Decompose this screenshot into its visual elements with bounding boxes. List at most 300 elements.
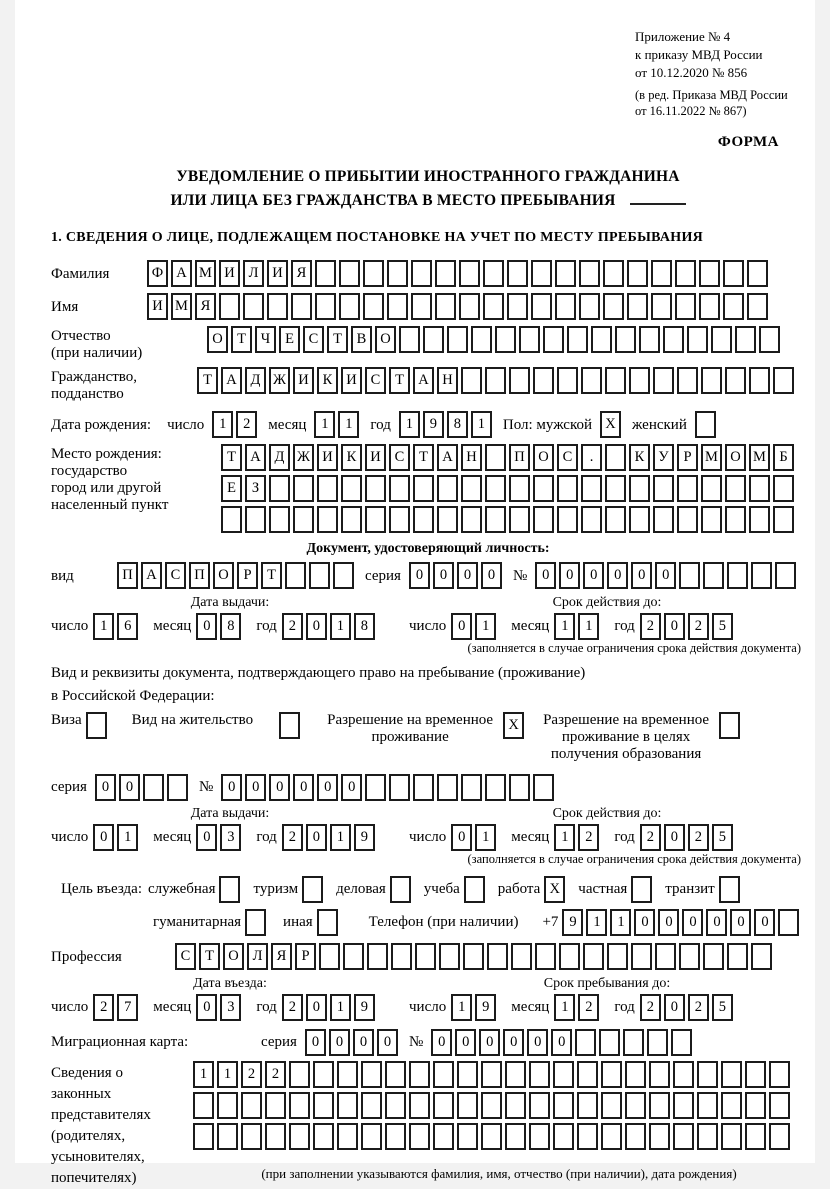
char-cell[interactable] [483,293,504,320]
char-cell[interactable]: 2 [640,994,661,1021]
char-cell[interactable] [423,326,444,353]
char-cell[interactable] [703,562,724,589]
char-cell[interactable] [293,475,314,502]
char-cell[interactable]: 2 [688,824,709,851]
char-cell[interactable] [701,367,722,394]
char-cell[interactable]: Е [221,475,242,502]
char-cell[interactable]: 0 [196,994,217,1021]
char-cell[interactable] [583,943,604,970]
char-cell[interactable] [769,1061,790,1088]
char-cell[interactable]: 2 [282,613,303,640]
char-cell[interactable] [269,475,290,502]
char-cell[interactable] [677,475,698,502]
char-cell[interactable] [193,1092,214,1119]
char-cell[interactable] [315,260,336,287]
char-cell[interactable] [601,1123,622,1150]
char-cell[interactable]: М [701,444,722,471]
char-cell[interactable]: 5 [712,613,733,640]
char-cell[interactable] [285,562,306,589]
char-cell[interactable] [735,326,756,353]
char-cell[interactable] [533,367,554,394]
char-cell[interactable] [167,774,188,801]
char-cell[interactable] [723,293,744,320]
char-cell[interactable] [607,943,628,970]
char-cell[interactable]: Т [197,367,218,394]
char-cell[interactable]: 0 [503,1029,524,1056]
char-cell[interactable] [557,367,578,394]
char-cell[interactable] [361,1092,382,1119]
char-cell[interactable]: 0 [377,1029,398,1056]
char-cell[interactable] [677,506,698,533]
char-cell[interactable]: 1 [578,613,599,640]
char-cell[interactable] [243,293,264,320]
char-cell[interactable]: 0 [730,909,751,936]
char-cell[interactable]: А [413,367,434,394]
char-cell[interactable]: 0 [658,909,679,936]
char-cell[interactable] [471,326,492,353]
char-cell[interactable] [433,1061,454,1088]
char-cell[interactable] [699,293,720,320]
char-cell[interactable] [605,444,626,471]
char-cell[interactable] [409,1123,430,1150]
char-cell[interactable] [533,774,554,801]
char-cell[interactable] [409,1092,430,1119]
char-cell[interactable] [361,1123,382,1150]
char-cell[interactable] [485,367,506,394]
char-cell[interactable]: П [189,562,210,589]
char-cell[interactable] [461,367,482,394]
char-cell[interactable] [711,326,732,353]
char-cell[interactable] [399,326,420,353]
char-cell[interactable]: 0 [196,613,217,640]
char-cell[interactable] [577,1061,598,1088]
char-cell[interactable]: 2 [578,994,599,1021]
char-cell[interactable]: Л [243,260,264,287]
char-cell[interactable] [337,1123,358,1150]
char-cell[interactable]: 1 [554,994,575,1021]
char-cell[interactable] [241,1092,262,1119]
char-cell[interactable]: 1 [193,1061,214,1088]
char-cell[interactable] [725,506,746,533]
char-cell[interactable]: С [365,367,386,394]
char-cell[interactable]: В [351,326,372,353]
char-cell[interactable]: Т [261,562,282,589]
char-cell[interactable] [747,293,768,320]
char-cell[interactable]: 0 [431,1029,452,1056]
char-cell[interactable] [267,293,288,320]
char-cell[interactable]: А [437,444,458,471]
char-cell[interactable] [433,1092,454,1119]
char-cell[interactable] [317,475,338,502]
char-cell[interactable] [649,1123,670,1150]
char-cell[interactable]: 1 [93,613,114,640]
char-cell[interactable]: 0 [527,1029,548,1056]
char-cell[interactable] [241,1123,262,1150]
char-cell[interactable] [749,506,770,533]
char-cell[interactable]: X [600,411,621,438]
char-cell[interactable]: Ж [293,444,314,471]
char-cell[interactable]: Б [773,444,794,471]
char-cell[interactable]: Ч [255,326,276,353]
char-cell[interactable] [457,1061,478,1088]
char-cell[interactable]: Н [461,444,482,471]
char-cell[interactable] [459,260,480,287]
char-cell[interactable] [579,293,600,320]
char-cell[interactable] [319,943,340,970]
char-cell[interactable]: 2 [640,824,661,851]
char-cell[interactable]: 3 [220,824,241,851]
char-cell[interactable] [413,506,434,533]
char-cell[interactable] [219,293,240,320]
char-cell[interactable] [313,1061,334,1088]
char-cell[interactable]: С [175,943,196,970]
char-cell[interactable]: 1 [330,994,351,1021]
char-cell[interactable] [567,326,588,353]
char-cell[interactable]: Ж [269,367,290,394]
char-cell[interactable] [747,260,768,287]
char-cell[interactable] [581,367,602,394]
char-cell[interactable] [695,411,716,438]
char-cell[interactable]: 0 [451,613,472,640]
char-cell[interactable]: И [147,293,168,320]
char-cell[interactable] [269,506,290,533]
char-cell[interactable]: У [653,444,674,471]
char-cell[interactable] [485,774,506,801]
char-cell[interactable]: 9 [562,909,583,936]
char-cell[interactable]: 2 [282,994,303,1021]
char-cell[interactable] [553,1061,574,1088]
char-cell[interactable]: 1 [475,824,496,851]
char-cell[interactable]: 5 [712,824,733,851]
char-cell[interactable] [605,367,626,394]
char-cell[interactable] [435,293,456,320]
char-cell[interactable]: 0 [664,994,685,1021]
char-cell[interactable] [629,475,650,502]
char-cell[interactable]: О [725,444,746,471]
char-cell[interactable] [697,1123,718,1150]
char-cell[interactable] [725,367,746,394]
char-cell[interactable]: П [509,444,530,471]
char-cell[interactable]: 1 [451,994,472,1021]
char-cell[interactable]: А [245,444,266,471]
char-cell[interactable]: П [117,562,138,589]
char-cell[interactable] [409,1061,430,1088]
char-cell[interactable]: Я [195,293,216,320]
char-cell[interactable] [557,475,578,502]
char-cell[interactable]: 8 [354,613,375,640]
char-cell[interactable]: Т [389,367,410,394]
char-cell[interactable]: О [207,326,228,353]
char-cell[interactable]: 3 [220,994,241,1021]
char-cell[interactable] [653,475,674,502]
char-cell[interactable] [601,1092,622,1119]
char-cell[interactable] [623,1029,644,1056]
char-cell[interactable] [461,774,482,801]
char-cell[interactable] [727,562,748,589]
char-cell[interactable] [727,943,748,970]
char-cell[interactable] [245,909,266,936]
char-cell[interactable] [721,1061,742,1088]
char-cell[interactable] [509,475,530,502]
char-cell[interactable] [653,367,674,394]
char-cell[interactable]: 9 [475,994,496,1021]
char-cell[interactable]: 1 [314,411,335,438]
char-cell[interactable]: Я [291,260,312,287]
char-cell[interactable] [749,367,770,394]
char-cell[interactable] [437,774,458,801]
char-cell[interactable] [535,943,556,970]
char-cell[interactable] [745,1092,766,1119]
char-cell[interactable] [337,1061,358,1088]
char-cell[interactable] [363,293,384,320]
char-cell[interactable] [615,326,636,353]
char-cell[interactable]: О [375,326,396,353]
char-cell[interactable] [391,943,412,970]
char-cell[interactable]: 2 [241,1061,262,1088]
char-cell[interactable] [339,293,360,320]
char-cell[interactable] [679,562,700,589]
char-cell[interactable] [701,475,722,502]
char-cell[interactable] [577,1123,598,1150]
char-cell[interactable]: 0 [409,562,430,589]
char-cell[interactable]: Е [279,326,300,353]
char-cell[interactable] [289,1092,310,1119]
char-cell[interactable] [341,475,362,502]
char-cell[interactable] [293,506,314,533]
char-cell[interactable] [773,367,794,394]
char-cell[interactable] [193,1123,214,1150]
char-cell[interactable]: X [544,876,565,903]
char-cell[interactable] [751,943,772,970]
char-cell[interactable]: 1 [475,613,496,640]
char-cell[interactable]: 0 [451,824,472,851]
char-cell[interactable] [629,367,650,394]
char-cell[interactable] [385,1123,406,1150]
char-cell[interactable] [317,506,338,533]
char-cell[interactable] [464,876,485,903]
char-cell[interactable]: 2 [578,824,599,851]
char-cell[interactable] [302,876,323,903]
char-cell[interactable] [219,876,240,903]
char-cell[interactable] [481,1061,502,1088]
char-cell[interactable] [143,774,164,801]
char-cell[interactable] [289,1123,310,1150]
char-cell[interactable]: С [165,562,186,589]
char-cell[interactable] [553,1123,574,1150]
char-cell[interactable]: 1 [338,411,359,438]
char-cell[interactable] [603,260,624,287]
char-cell[interactable]: 0 [433,562,454,589]
char-cell[interactable] [625,1092,646,1119]
char-cell[interactable]: А [221,367,242,394]
char-cell[interactable] [555,260,576,287]
char-cell[interactable] [701,506,722,533]
char-cell[interactable] [289,1061,310,1088]
char-cell[interactable]: 0 [221,774,242,801]
char-cell[interactable]: Т [231,326,252,353]
char-cell[interactable] [555,293,576,320]
char-cell[interactable] [365,506,386,533]
char-cell[interactable] [365,774,386,801]
char-cell[interactable] [413,475,434,502]
char-cell[interactable]: И [365,444,386,471]
char-cell[interactable]: О [223,943,244,970]
char-cell[interactable]: 0 [479,1029,500,1056]
char-cell[interactable] [387,293,408,320]
char-cell[interactable]: 7 [117,994,138,1021]
char-cell[interactable] [605,475,626,502]
char-cell[interactable]: 0 [306,824,327,851]
char-cell[interactable]: 0 [93,824,114,851]
char-cell[interactable] [367,943,388,970]
char-cell[interactable] [719,876,740,903]
char-cell[interactable] [437,506,458,533]
char-cell[interactable] [317,909,338,936]
char-cell[interactable] [433,1123,454,1150]
char-cell[interactable]: Р [237,562,258,589]
char-cell[interactable]: 0 [353,1029,374,1056]
char-cell[interactable] [487,943,508,970]
char-cell[interactable]: 1 [212,411,233,438]
char-cell[interactable]: М [195,260,216,287]
char-cell[interactable]: К [629,444,650,471]
char-cell[interactable] [485,475,506,502]
char-cell[interactable]: 0 [655,562,676,589]
char-cell[interactable] [313,1092,334,1119]
char-cell[interactable] [439,943,460,970]
char-cell[interactable] [217,1092,238,1119]
char-cell[interactable]: И [219,260,240,287]
char-cell[interactable] [723,260,744,287]
char-cell[interactable] [749,475,770,502]
char-cell[interactable] [509,774,530,801]
char-cell[interactable] [673,1061,694,1088]
char-cell[interactable]: М [171,293,192,320]
char-cell[interactable] [675,293,696,320]
char-cell[interactable] [557,506,578,533]
char-cell[interactable] [339,260,360,287]
char-cell[interactable] [751,562,772,589]
char-cell[interactable]: 1 [117,824,138,851]
char-cell[interactable] [679,943,700,970]
char-cell[interactable]: 0 [664,824,685,851]
char-cell[interactable]: 8 [220,613,241,640]
char-cell[interactable] [677,367,698,394]
char-cell[interactable] [639,326,660,353]
char-cell[interactable] [778,909,799,936]
char-cell[interactable] [481,1092,502,1119]
char-cell[interactable]: 8 [447,411,468,438]
char-cell[interactable] [361,1061,382,1088]
char-cell[interactable] [531,260,552,287]
char-cell[interactable] [651,260,672,287]
char-cell[interactable] [411,293,432,320]
char-cell[interactable]: 1 [554,824,575,851]
char-cell[interactable] [385,1061,406,1088]
char-cell[interactable] [461,506,482,533]
char-cell[interactable] [389,774,410,801]
char-cell[interactable] [265,1123,286,1150]
char-cell[interactable]: 0 [293,774,314,801]
char-cell[interactable]: 1 [610,909,631,936]
char-cell[interactable] [649,1061,670,1088]
char-cell[interactable] [531,293,552,320]
char-cell[interactable] [629,506,650,533]
char-cell[interactable]: 0 [583,562,604,589]
char-cell[interactable]: Л [247,943,268,970]
char-cell[interactable] [655,943,676,970]
char-cell[interactable] [721,1123,742,1150]
char-cell[interactable] [495,326,516,353]
char-cell[interactable] [265,1092,286,1119]
char-cell[interactable]: С [303,326,324,353]
char-cell[interactable] [775,562,796,589]
char-cell[interactable] [86,712,107,739]
char-cell[interactable] [773,506,794,533]
char-cell[interactable] [291,293,312,320]
char-cell[interactable]: 1 [554,613,575,640]
char-cell[interactable] [591,326,612,353]
char-cell[interactable]: И [341,367,362,394]
char-cell[interactable] [333,562,354,589]
char-cell[interactable] [481,1123,502,1150]
char-cell[interactable] [721,1092,742,1119]
char-cell[interactable] [413,774,434,801]
char-cell[interactable] [687,326,708,353]
char-cell[interactable] [363,260,384,287]
char-cell[interactable] [217,1123,238,1150]
char-cell[interactable] [511,943,532,970]
char-cell[interactable] [365,475,386,502]
char-cell[interactable] [581,475,602,502]
char-cell[interactable] [505,1123,526,1150]
char-cell[interactable] [673,1123,694,1150]
char-cell[interactable]: А [171,260,192,287]
char-cell[interactable]: К [341,444,362,471]
char-cell[interactable] [581,506,602,533]
char-cell[interactable] [505,1061,526,1088]
char-cell[interactable]: К [317,367,338,394]
char-cell[interactable]: Т [221,444,242,471]
char-cell[interactable] [627,293,648,320]
char-cell[interactable]: . [581,444,602,471]
char-cell[interactable]: Т [413,444,434,471]
char-cell[interactable]: 0 [95,774,116,801]
char-cell[interactable]: 1 [217,1061,238,1088]
char-cell[interactable] [719,712,740,739]
char-cell[interactable]: 0 [317,774,338,801]
char-cell[interactable] [697,1061,718,1088]
char-cell[interactable] [343,943,364,970]
char-cell[interactable] [543,326,564,353]
char-cell[interactable] [671,1029,692,1056]
char-cell[interactable]: С [557,444,578,471]
char-cell[interactable]: 2 [640,613,661,640]
char-cell[interactable] [245,506,266,533]
char-cell[interactable]: 0 [305,1029,326,1056]
char-cell[interactable] [625,1123,646,1150]
char-cell[interactable]: 0 [634,909,655,936]
char-cell[interactable] [647,1029,668,1056]
char-cell[interactable] [649,1092,670,1119]
char-cell[interactable] [387,260,408,287]
char-cell[interactable] [309,562,330,589]
char-cell[interactable]: М [749,444,770,471]
char-cell[interactable] [411,260,432,287]
char-cell[interactable]: 1 [471,411,492,438]
char-cell[interactable] [463,943,484,970]
char-cell[interactable] [673,1092,694,1119]
